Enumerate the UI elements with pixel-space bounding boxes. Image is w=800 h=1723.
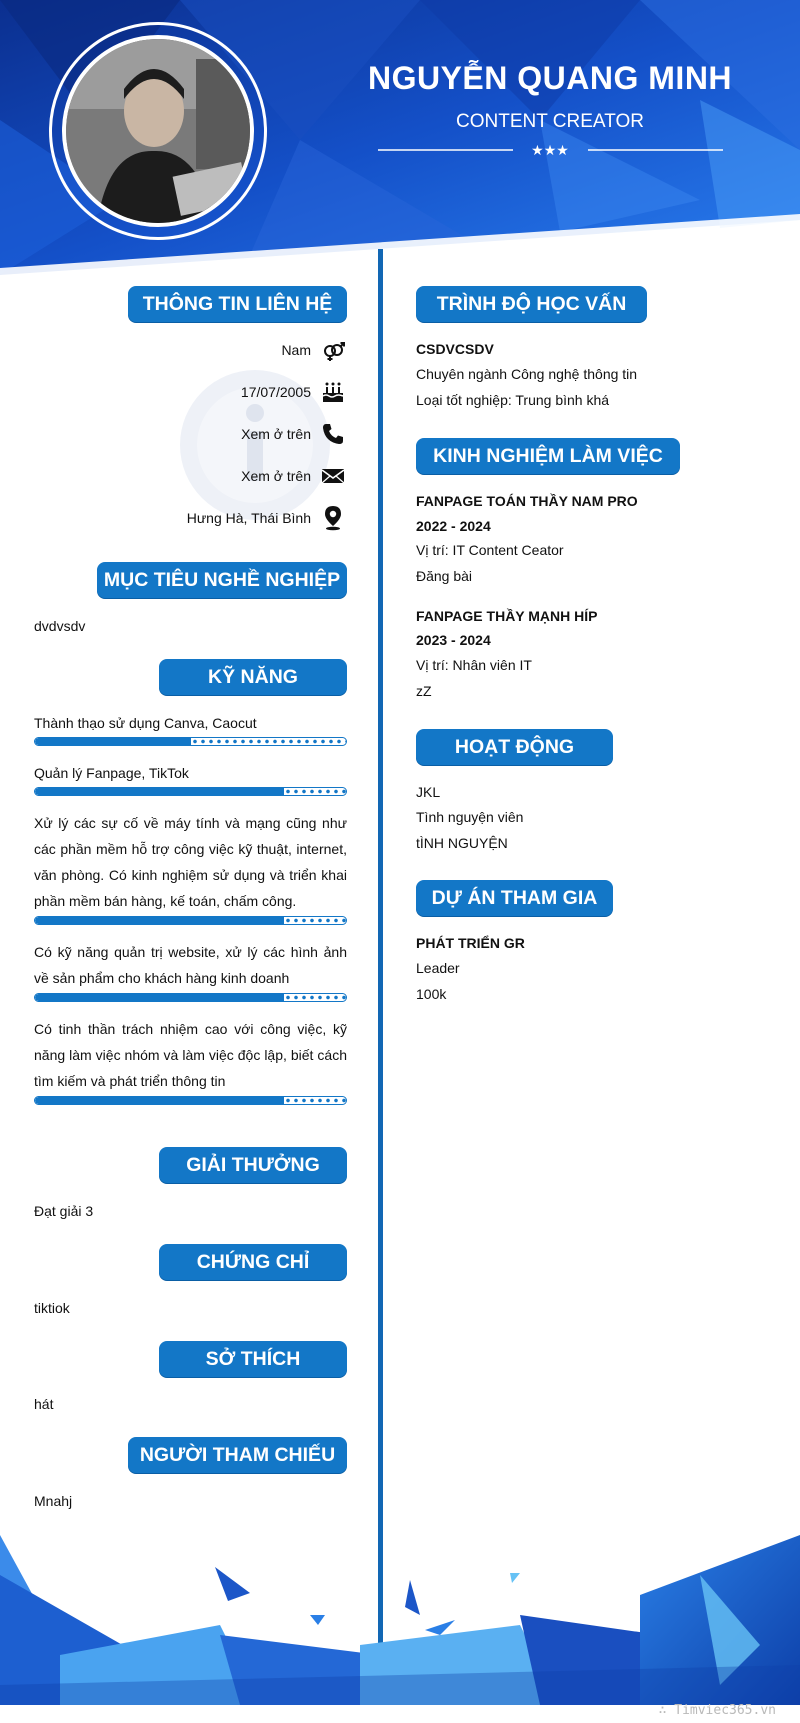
contact-birthday-label: 17/07/2005 — [240, 384, 311, 400]
contact-phone-label: Xem ở trên — [241, 426, 311, 442]
contact-gender — [281, 336, 345, 364]
experience-2-period: 2023 - 2024 — [416, 632, 491, 648]
avatar — [62, 35, 254, 227]
experience-2-position: Vị trí: Nhân viên IT — [416, 657, 532, 673]
skill-5-text: Có tinh thần trách nhiệm cao với công việc, kỹ năng làm việc nhóm và làm việc độc lập, biết cách tìm kiếm và phát triển thông tin — [34, 1021, 347, 1089]
contact-address-label: Hưng Hà, Thái Bình — [186, 510, 311, 526]
awards-text: Đạt giải 3 — [34, 1203, 94, 1219]
section-title-hobbies: SỞ THÍCH — [159, 1341, 347, 1377]
activity-item: JKL — [416, 784, 441, 800]
experience-1-desc: Đăng bài — [416, 568, 473, 584]
experience-1-period: 2022 - 2024 — [416, 518, 491, 534]
skill-1-bar — [34, 737, 347, 746]
references-text: Mnahj — [34, 1493, 73, 1509]
education-school: CSDVCSDV — [416, 341, 494, 357]
phone-icon — [321, 422, 345, 446]
birthday-cake-icon — [321, 380, 345, 404]
contact-email — [241, 462, 345, 490]
hobbies-text: hát — [34, 1396, 54, 1412]
column-divider — [378, 249, 383, 1661]
project-role: Leader — [416, 960, 460, 976]
section-title-objective: MỤC TIÊU NGHỀ NGHIỆP — [97, 562, 347, 598]
experience-1-company: FANPAGE TOÁN THẦY NAM PRO — [416, 493, 638, 509]
project-name: PHÁT TRIỂN GR — [416, 935, 525, 951]
objective-text: dvdvsdv — [34, 618, 86, 634]
certificates-text: tiktiok — [34, 1300, 70, 1316]
contact-birthday — [241, 378, 345, 406]
section-title-certificates: CHỨNG CHỈ — [159, 1244, 347, 1280]
skill-2-bar — [34, 787, 347, 796]
contact-email-label: Xem ở trên — [241, 468, 311, 484]
section-title-activities: HOẠT ĐỘNG — [416, 729, 613, 765]
stars-divider — [378, 140, 723, 160]
contact-gender-label: Nam — [281, 342, 311, 358]
location-pin-icon — [321, 506, 345, 530]
section-title-contact: THÔNG TIN LIÊN HỆ — [128, 286, 347, 322]
envelope-icon — [321, 464, 345, 488]
gender-icon — [321, 338, 345, 362]
footer-background — [0, 1535, 800, 1705]
section-title-projects: DỰ ÁN THAM GIA — [416, 880, 613, 916]
section-title-skills: KỸ NĂNG — [159, 659, 347, 695]
section-title-experience: KINH NGHIỆM LÀM VIỆC — [416, 438, 680, 474]
activity-item: tÌNH NGUYỆN — [416, 835, 508, 851]
project-desc: 100k — [416, 986, 447, 1002]
experience-2-company: FANPAGE THẦY MẠNH HÍP — [416, 608, 598, 624]
job-title: CONTENT CREATOR — [456, 111, 644, 132]
contact-address — [187, 504, 345, 532]
section-title-education: TRÌNH ĐỘ HỌC VẤN — [416, 286, 647, 322]
skill-1-text: Thành thạo sử dụng Canva, Caocut — [34, 715, 257, 731]
watermark-text: ∴ Timviec365.vn — [658, 1703, 776, 1718]
skill-3-bar — [34, 916, 347, 925]
section-title-awards: GIẢI THƯỞNG — [159, 1147, 347, 1183]
experience-1-position: Vị trí: IT Content Ceator — [416, 542, 564, 558]
education-major: Chuyên ngành Công nghệ thông tin — [416, 366, 638, 382]
education-grade: Loại tốt nghiệp: Trung bình khá — [416, 392, 610, 408]
skill-2-text: Quản lý Fanpage, TikTok — [34, 765, 189, 781]
section-title-references: NGƯỜI THAM CHIẾU — [128, 1437, 347, 1473]
contact-phone — [241, 420, 345, 448]
skill-3-text: Xử lý các sự cố về máy tính và mạng cũng như các phần mềm hỗ trợ công việc kỹ thuật, internet, văn phòng. Có kinh nghiệm sử dụng và triển khai phần mềm bán hàng, kế toán, chấm công. — [34, 815, 347, 909]
activity-item: Tình nguyện viên — [416, 809, 524, 825]
candidate-name: NGUYỄN QUANG MINH — [367, 60, 733, 96]
skill-4-bar — [34, 993, 347, 1002]
skill-5-bar — [34, 1096, 347, 1105]
svg-text:★★★: ★★★ — [531, 143, 569, 159]
experience-2-desc: zZ — [416, 683, 432, 699]
skill-4-text: Có kỹ năng quản trị website, xử lý các hình ảnh về sản phẩm cho khách hàng kinh doanh — [34, 944, 347, 986]
